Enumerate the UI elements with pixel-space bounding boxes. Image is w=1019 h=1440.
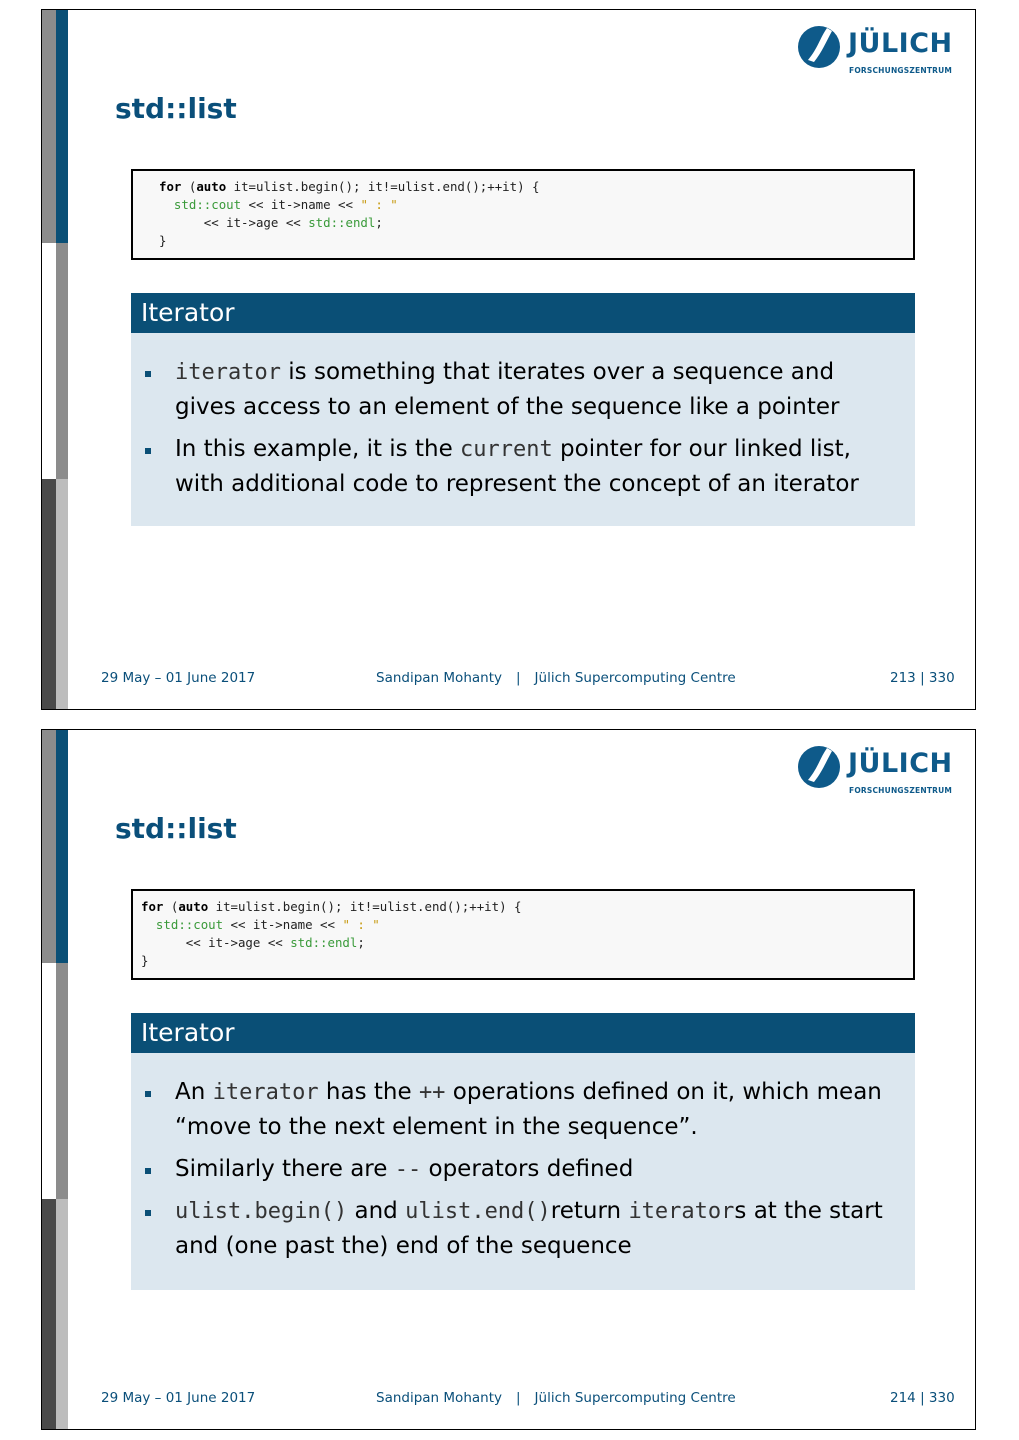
footer-author: Sandipan Mohanty | Jülich Supercomputing Centre: [376, 670, 736, 686]
list-item: An iterator has the ++ operations defined on it, which mean “move to the next element in the sequence”.: [145, 1075, 895, 1145]
footer-date: 29 May – 01 June 2017: [101, 1390, 256, 1406]
list-item: Similarly there are -- operators defined: [145, 1152, 895, 1187]
iterator-block: [131, 293, 915, 526]
julich-logo: [796, 744, 956, 796]
footer-page-number: 214 | 330: [890, 1390, 955, 1406]
code-line-3: << it->age << std::endl;: [141, 935, 365, 950]
iterator-block: [131, 1013, 915, 1290]
footer-date: 29 May – 01 June 2017: [101, 670, 256, 686]
code-line-4: }: [159, 233, 167, 248]
logo-wordmark: JÜLICH: [848, 748, 953, 779]
bullet-icon: [145, 371, 151, 377]
slide-title: std::list: [115, 812, 237, 845]
code-line-1: for (auto it=ulist.begin(); it!=ulist.end();++it) {: [159, 179, 540, 194]
list-item: ulist.begin() and ulist.end()return iterators at the start and (one past the) end of the sequence: [145, 1194, 895, 1264]
julich-logo: [796, 24, 956, 76]
code-line-4: }: [141, 953, 149, 968]
bullet-icon: [145, 448, 151, 454]
logo-subtitle: FORSCHUNGSZENTRUM: [849, 66, 953, 75]
bullet-icon: [145, 1210, 151, 1216]
footer-author: Sandipan Mohanty | Jülich Supercomputing Centre: [376, 1390, 736, 1406]
code-listing: [131, 169, 915, 260]
side-stripe: [42, 730, 68, 1429]
slide-213: [41, 9, 976, 710]
block-title: Iterator: [131, 1013, 915, 1053]
code-line-3: << it->age << std::endl;: [159, 215, 383, 230]
block-body: [131, 1053, 915, 1290]
list-item: In this example, it is the current pointer for our linked list, with additional code to represent the concept of an iterator: [145, 432, 895, 502]
code-listing: [131, 889, 915, 980]
logo-subtitle: FORSCHUNGSZENTRUM: [849, 786, 953, 795]
list-item: iterator is something that iterates over a sequence and gives access to an element of the sequence like a pointer: [145, 355, 895, 425]
side-stripe: [42, 10, 68, 709]
slide-214: [41, 729, 976, 1430]
code-line-1: for (auto it=ulist.begin(); it!=ulist.end();++it) {: [141, 899, 522, 914]
slide-title: std::list: [115, 92, 237, 125]
block-body: [131, 333, 915, 526]
logo-wordmark: JÜLICH: [848, 28, 953, 59]
bullet-icon: [145, 1091, 151, 1097]
julich-logo-mark-icon: [796, 744, 842, 790]
julich-logo-mark-icon: [796, 24, 842, 70]
code-line-2: std::cout << it->name << " : ": [173, 197, 398, 212]
code-line-2: std::cout << it->name << " : ": [155, 917, 380, 932]
block-title: Iterator: [131, 293, 915, 333]
footer-page-number: 213 | 330: [890, 670, 955, 686]
bullet-icon: [145, 1168, 151, 1174]
